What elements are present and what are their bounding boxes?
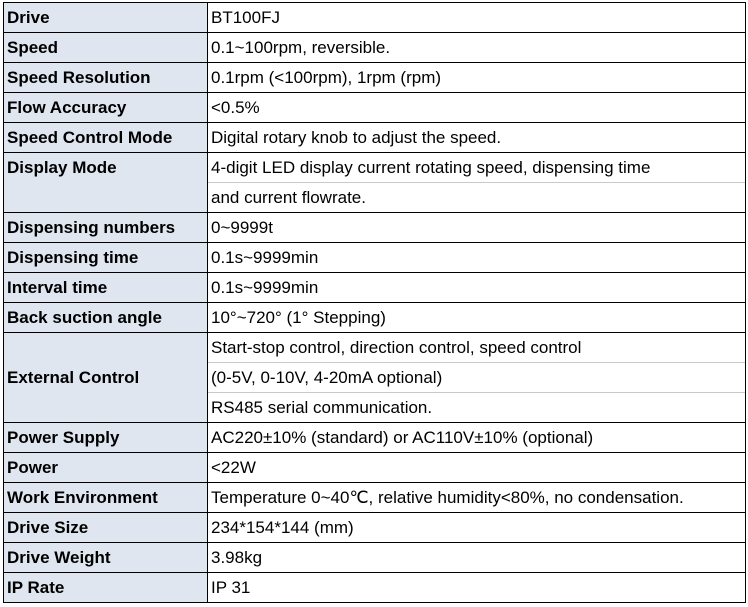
spec-row bbox=[4, 33, 746, 63]
spec-value bbox=[208, 153, 746, 213]
spec-label: Speed bbox=[4, 33, 208, 63]
spec-row bbox=[4, 543, 746, 573]
spec-row bbox=[4, 423, 746, 453]
spec-row bbox=[4, 273, 746, 303]
spec-value: <22W bbox=[208, 453, 746, 483]
spec-value: 0.1s~9999min bbox=[208, 243, 746, 273]
spec-row bbox=[4, 63, 746, 93]
spec-value bbox=[208, 333, 746, 423]
spec-label: Flow Accuracy bbox=[4, 93, 208, 123]
spec-label: Dispensing time bbox=[4, 243, 208, 273]
spec-value-line: (0-5V, 0-10V, 4-20mA optional) bbox=[208, 362, 745, 392]
spec-value: <0.5% bbox=[208, 93, 746, 123]
spec-row bbox=[4, 93, 746, 123]
spec-value: 3.98kg bbox=[208, 543, 746, 573]
spec-row bbox=[4, 513, 746, 543]
spec-label: Work Environment bbox=[4, 483, 208, 513]
spec-label: Drive bbox=[4, 3, 208, 33]
spec-row bbox=[4, 213, 746, 243]
spec-value: Digital rotary knob to adjust the speed. bbox=[208, 123, 746, 153]
spec-row bbox=[4, 123, 746, 153]
spec-value: BT100FJ bbox=[208, 3, 746, 33]
spec-label: IP Rate bbox=[4, 573, 208, 603]
spec-row bbox=[4, 453, 746, 483]
spec-label: Speed Control Mode bbox=[4, 123, 208, 153]
spec-table-body bbox=[4, 3, 746, 603]
spec-row bbox=[4, 153, 746, 213]
spec-value: 0~9999t bbox=[208, 213, 746, 243]
spec-value: 0.1s~9999min bbox=[208, 273, 746, 303]
spec-label: Back suction angle bbox=[4, 303, 208, 333]
spec-row bbox=[4, 243, 746, 273]
spec-value: 10°~720° (1° Stepping) bbox=[208, 303, 746, 333]
spec-label: Drive Weight bbox=[4, 543, 208, 573]
spec-label: Power Supply bbox=[4, 423, 208, 453]
spec-label: Speed Resolution bbox=[4, 63, 208, 93]
spec-value: Temperature 0~40℃, relative humidity<80%, no condensation. bbox=[208, 483, 746, 513]
spec-value: 0.1~100rpm, reversible. bbox=[208, 33, 746, 63]
spec-value: 0.1rpm (<100rpm), 1rpm (rpm) bbox=[208, 63, 746, 93]
spec-label: Display Mode bbox=[4, 153, 208, 213]
spec-row bbox=[4, 573, 746, 603]
spec-row bbox=[4, 483, 746, 513]
spec-value-line: Start-stop control, direction control, speed control bbox=[211, 338, 582, 357]
spec-value: AC220±10% (standard) or AC110V±10% (optional) bbox=[208, 423, 746, 453]
spec-label: Drive Size bbox=[4, 513, 208, 543]
spec-value: IP 31 bbox=[208, 573, 746, 603]
spec-label: Dispensing numbers bbox=[4, 213, 208, 243]
spec-value-line: and current flowrate. bbox=[208, 182, 745, 212]
spec-label: Interval time bbox=[4, 273, 208, 303]
spec-value-line: RS485 serial communication. bbox=[208, 392, 745, 422]
spec-table bbox=[3, 2, 746, 603]
spec-row bbox=[4, 333, 746, 423]
spec-row bbox=[4, 303, 746, 333]
spec-label: External Control bbox=[4, 333, 208, 423]
spec-value-line: 4-digit LED display current rotating speed, dispensing time bbox=[211, 158, 651, 177]
spec-value: 234*154*144 (mm) bbox=[208, 513, 746, 543]
spec-label: Power bbox=[4, 453, 208, 483]
spec-row bbox=[4, 3, 746, 33]
